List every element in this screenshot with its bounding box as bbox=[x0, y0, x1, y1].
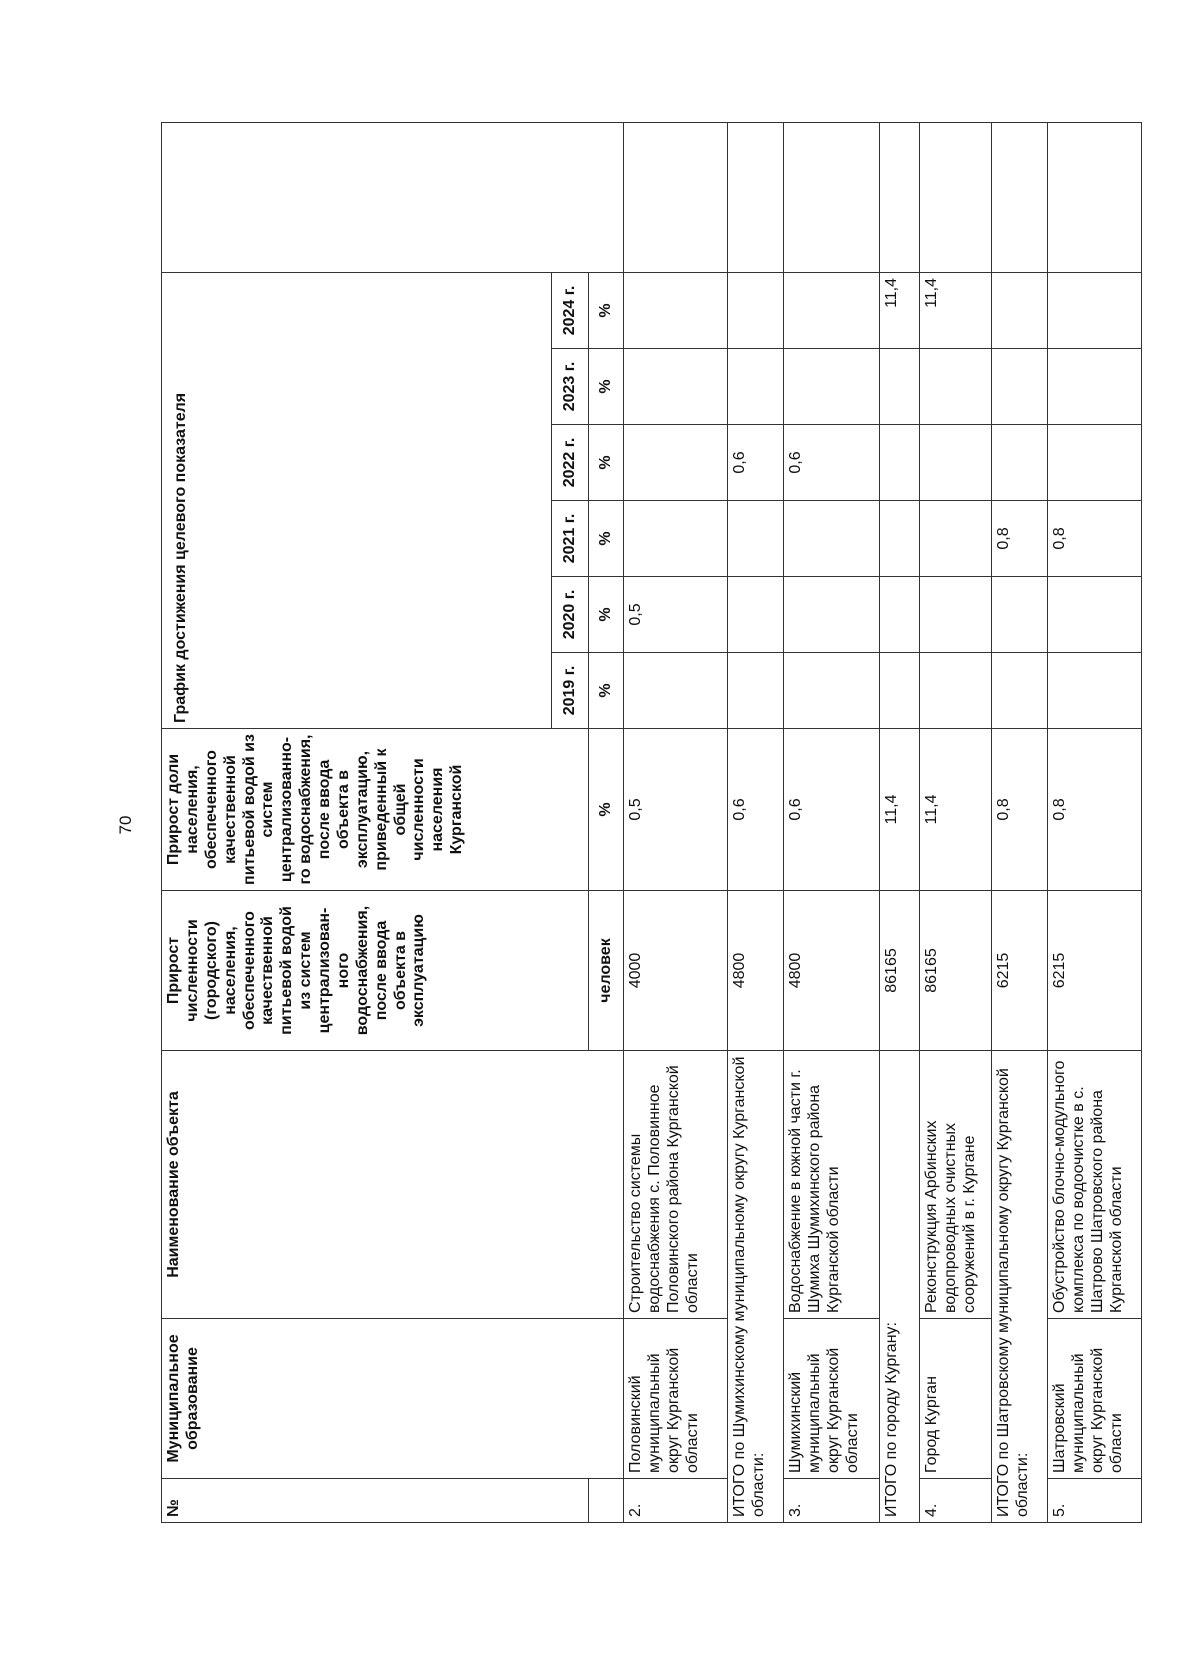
header-population-growth: Прирост численности (городского) населения, обеспеченного качественной питьевой водой из систем централизован-ного водоснабжения, после ввода объекта в эксплуатацию bbox=[162, 891, 589, 1051]
header-object-name: Наименование объекта bbox=[162, 1051, 624, 1319]
table-row bbox=[784, 122, 880, 1522]
header-year-2024: 2024 г. bbox=[552, 272, 589, 348]
rotated-table-frame bbox=[161, 123, 1125, 1523]
row-spacer-cell bbox=[992, 122, 1048, 272]
row-year-2023 bbox=[1048, 349, 1142, 425]
row-spacer-cell bbox=[1048, 122, 1142, 272]
row-number: 3. bbox=[784, 1479, 880, 1523]
row-share: 0,5 bbox=[624, 729, 728, 891]
table-header bbox=[162, 122, 624, 1522]
total-label: ИТОГО по Шумихинскому муниципальному округу Курганской области: bbox=[728, 1051, 784, 1523]
row-spacer-cell bbox=[920, 122, 992, 272]
total-year-2019 bbox=[728, 653, 784, 729]
unit-year-2019: % bbox=[589, 653, 624, 729]
row-year-2019 bbox=[624, 653, 728, 729]
row-spacer-cell bbox=[624, 122, 728, 272]
total-label: ИТОГО по Шатровскому муниципальному округу Курганской области: bbox=[992, 1051, 1048, 1523]
row-population: 86165 bbox=[920, 891, 992, 1051]
total-year-2024: 11,4 bbox=[880, 272, 920, 348]
row-year-2023 bbox=[624, 349, 728, 425]
unit-population: человек bbox=[589, 891, 624, 1051]
total-year-2020 bbox=[728, 577, 784, 653]
total-year-2024 bbox=[992, 272, 1048, 348]
page-number: 70 bbox=[116, 815, 135, 835]
total-year-2021 bbox=[728, 501, 784, 577]
total-share: 11,4 bbox=[880, 729, 920, 891]
unit-share: % bbox=[589, 729, 624, 891]
row-municipality: Шумихинский муниципальный округ Курганской области bbox=[784, 1319, 880, 1479]
total-year-2020 bbox=[880, 577, 920, 653]
total-year-2024 bbox=[728, 272, 784, 348]
total-year-2022 bbox=[880, 425, 920, 501]
row-population: 4000 bbox=[624, 891, 728, 1051]
total-share: 0,6 bbox=[728, 729, 784, 891]
row-number: 4. bbox=[920, 1479, 992, 1523]
row-share: 0,8 bbox=[1048, 729, 1142, 891]
row-year-2021 bbox=[920, 501, 992, 577]
total-population: 4800 bbox=[728, 891, 784, 1051]
row-object-name: Водоснабжение в южной части г. Шумиха Шумихинского района Курганской области bbox=[784, 1051, 880, 1319]
unit-number-empty bbox=[589, 1479, 624, 1523]
row-year-2022 bbox=[1048, 425, 1142, 501]
row-population: 6215 bbox=[1048, 891, 1142, 1051]
row-object-name: Строительство системы водоснабжения с. Половинное Половинского района Курганской области bbox=[624, 1051, 728, 1319]
header-year-2019: 2019 г. bbox=[552, 653, 589, 729]
table-row bbox=[624, 122, 728, 1522]
row-number: 2. bbox=[624, 1479, 728, 1523]
row-population: 4800 bbox=[784, 891, 880, 1051]
target-indicator-table bbox=[161, 122, 1142, 1523]
total-year-2019 bbox=[992, 653, 1048, 729]
row-municipality: Город Курган bbox=[920, 1319, 992, 1479]
row-year-2022: 0,6 bbox=[784, 425, 880, 501]
row-year-2022 bbox=[920, 425, 992, 501]
row-number: 5. bbox=[1048, 1479, 1142, 1523]
header-share-growth: Прирост доли населения, обеспеченного качественной питьевой водой из систем централизованно-го водоснабжения, после ввода объекта в эксплуатацию, приведенный к общей численности населения Курганской bbox=[162, 729, 589, 891]
rotated-table-container bbox=[161, 123, 1125, 1523]
total-population: 86165 bbox=[880, 891, 920, 1051]
row-share: 0,6 bbox=[784, 729, 880, 891]
row-year-2020: 0,5 bbox=[624, 577, 728, 653]
row-year-2021 bbox=[624, 501, 728, 577]
unit-year-2020: % bbox=[589, 577, 624, 653]
header-year-2023: 2023 г. bbox=[552, 349, 589, 425]
total-year-2023 bbox=[728, 349, 784, 425]
total-year-2022: 0,6 bbox=[728, 425, 784, 501]
row-year-2023 bbox=[920, 349, 992, 425]
row-year-2024 bbox=[624, 272, 728, 348]
row-municipality: Половинский муниципальный округ Курганской области bbox=[624, 1319, 728, 1479]
row-spacer-cell bbox=[880, 122, 920, 272]
total-row bbox=[992, 122, 1048, 1522]
row-municipality: Шатровский муниципальный округ Курганской области bbox=[1048, 1319, 1142, 1479]
header-year-2021: 2021 г. bbox=[552, 501, 589, 577]
total-population: 6215 bbox=[992, 891, 1048, 1051]
row-year-2020 bbox=[920, 577, 992, 653]
row-year-2021: 0,8 bbox=[1048, 501, 1142, 577]
total-label: ИТОГО по городу Кургану: bbox=[880, 1051, 920, 1523]
unit-year-2024: % bbox=[589, 272, 624, 348]
row-object-name: Обустройство блочно-модульного комплекса по водоочистке в с. Шатрово Шатровского района Курганской области bbox=[1048, 1051, 1142, 1319]
row-year-2024: 11,4 bbox=[920, 272, 992, 348]
total-year-2022 bbox=[992, 425, 1048, 501]
row-year-2021 bbox=[784, 501, 880, 577]
header-spacer-cell bbox=[162, 122, 624, 272]
total-share: 0,8 bbox=[992, 729, 1048, 891]
total-year-2021: 0,8 bbox=[992, 501, 1048, 577]
table-body bbox=[624, 122, 1142, 1522]
total-year-2020 bbox=[992, 577, 1048, 653]
row-year-2019 bbox=[1048, 653, 1142, 729]
unit-year-2021: % bbox=[589, 501, 624, 577]
row-year-2019 bbox=[784, 653, 880, 729]
unit-year-2022: % bbox=[589, 425, 624, 501]
header-number: № bbox=[162, 1479, 589, 1523]
total-year-2023 bbox=[992, 349, 1048, 425]
total-year-2021 bbox=[880, 501, 920, 577]
row-share: 11,4 bbox=[920, 729, 992, 891]
total-row bbox=[880, 122, 920, 1522]
header-year-2022: 2022 г. bbox=[552, 425, 589, 501]
table-row bbox=[1048, 122, 1142, 1522]
row-object-name: Реконструкция Арбинских водопроводных очистных сооружений в г. Кургане bbox=[920, 1051, 992, 1319]
row-year-2020 bbox=[784, 577, 880, 653]
total-year-2023 bbox=[880, 349, 920, 425]
header-year-2020: 2020 г. bbox=[552, 577, 589, 653]
row-spacer-cell bbox=[728, 122, 784, 272]
row-spacer-cell bbox=[784, 122, 880, 272]
unit-year-2023: % bbox=[589, 349, 624, 425]
header-graph-title: График достижения целевого показателя bbox=[162, 272, 552, 728]
row-year-2024 bbox=[784, 272, 880, 348]
total-row bbox=[728, 122, 784, 1522]
table-row bbox=[920, 122, 992, 1522]
row-year-2022 bbox=[624, 425, 728, 501]
total-year-2019 bbox=[880, 653, 920, 729]
row-year-2024 bbox=[1048, 272, 1142, 348]
row-year-2023 bbox=[784, 349, 880, 425]
row-year-2020 bbox=[1048, 577, 1142, 653]
header-municipality: Муниципальное образование bbox=[162, 1319, 624, 1479]
row-year-2019 bbox=[920, 653, 992, 729]
